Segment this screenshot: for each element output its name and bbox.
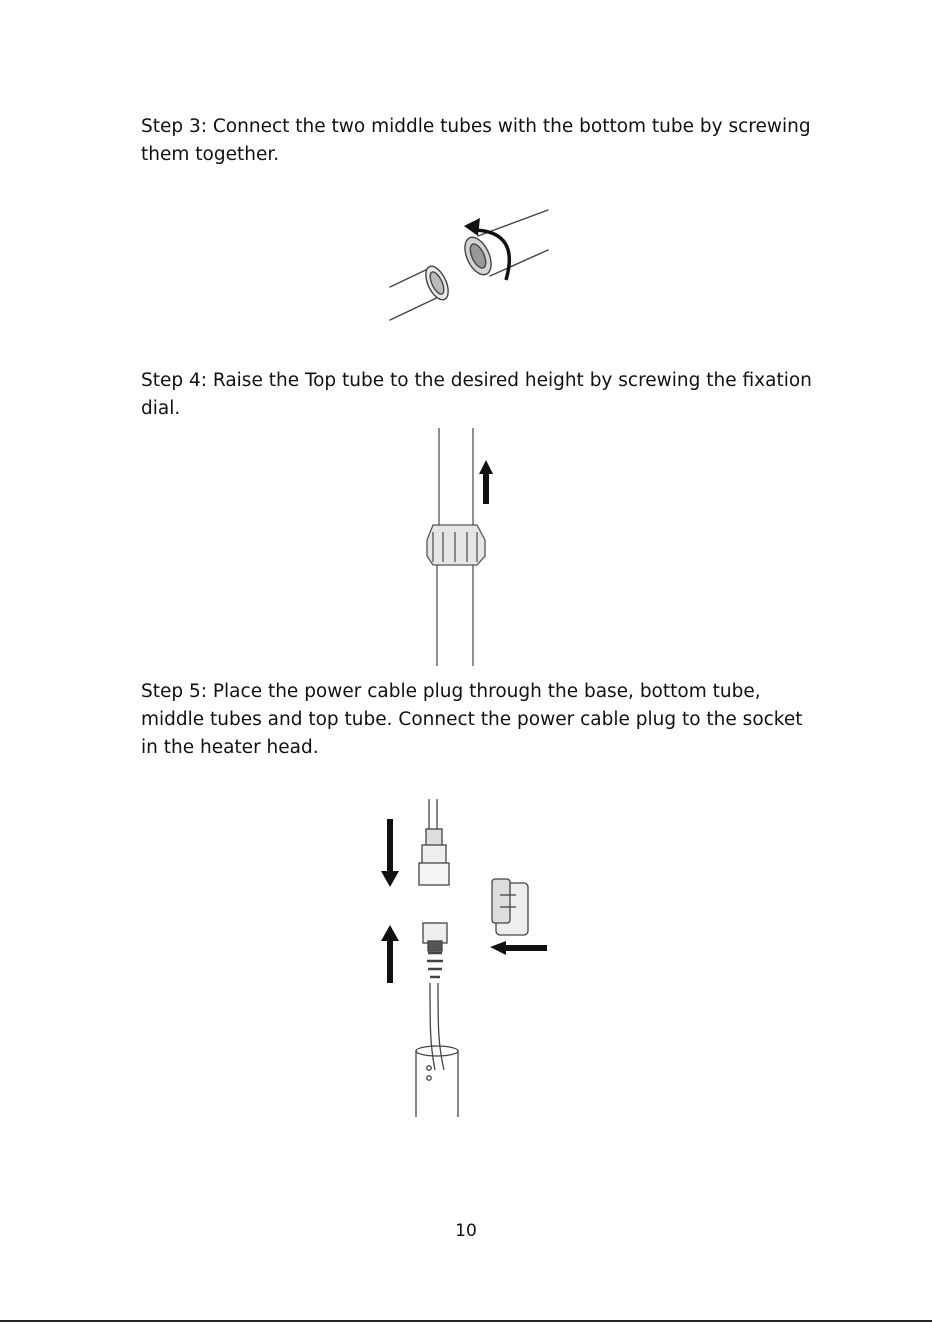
step-5-text: Step 5: Place the power cable plug through the base, bottom tube, middle tubes and top tube. Connect the power cable plug to the socket in the heater head. — [141, 681, 803, 758]
tube-screw-connection-illustration — [380, 200, 560, 330]
bottom-rule — [0, 1320, 932, 1322]
page-number: 10 — [455, 1221, 477, 1241]
fixation-dial-illustration — [415, 428, 515, 668]
step-4-text: Step 4: Raise the Top tube to the desired height by screwing the fixation dial. — [141, 370, 812, 419]
step-3-text: Step 3: Connect the two middle tubes with the bottom tube by screwing them together. — [141, 116, 811, 165]
power-cable-plug-illustration — [370, 795, 560, 1125]
